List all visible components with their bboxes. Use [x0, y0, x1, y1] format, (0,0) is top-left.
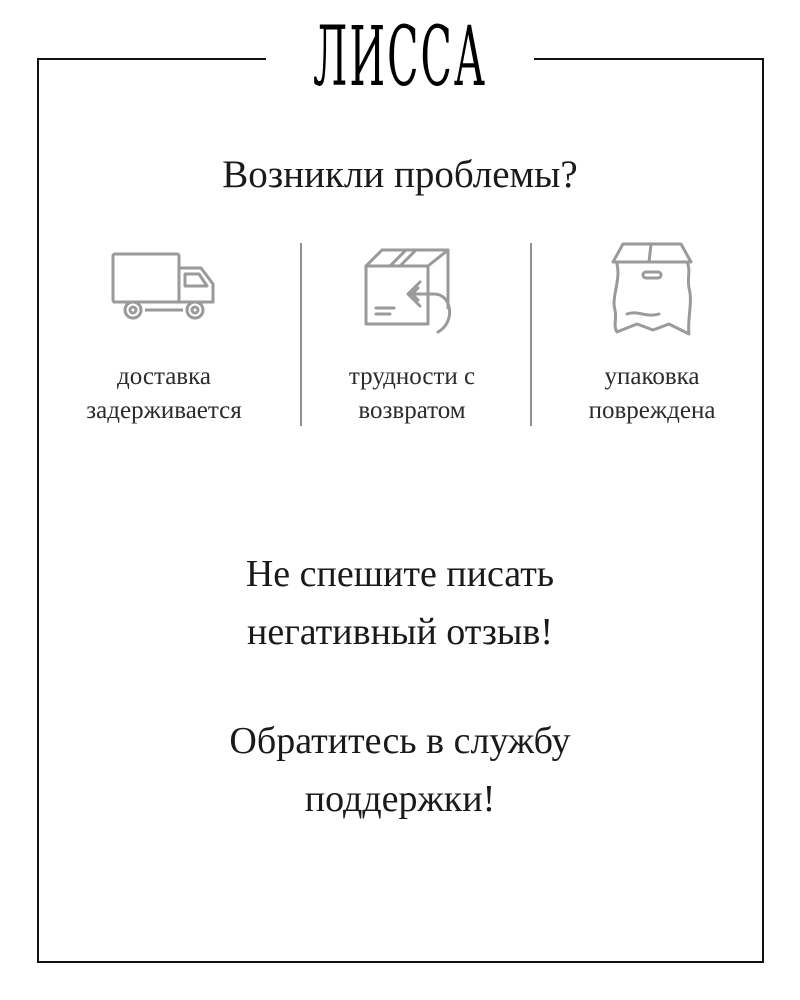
issue-label	[48, 360, 280, 428]
message-line1: Не спешите писать	[245, 553, 555, 595]
truck-icon	[109, 248, 219, 328]
issue-damaged	[536, 240, 768, 440]
damaged-package-icon	[607, 240, 697, 340]
issue-label-line2: возвратом	[358, 397, 466, 424]
divider-2	[530, 243, 532, 426]
message-no-negative-review	[0, 545, 800, 661]
issue-return	[296, 240, 528, 440]
issue-label-line1: упаковка	[604, 363, 700, 390]
box-return-icon	[360, 242, 464, 338]
issue-label-line1: доставка	[117, 363, 211, 390]
message-line2: негативный отзыв!	[247, 611, 553, 653]
issue-label-line2: задерживается	[86, 397, 242, 424]
message-line2: поддержки!	[304, 778, 496, 820]
issue-label	[296, 360, 528, 428]
issue-label	[536, 360, 768, 428]
issue-delivery	[48, 240, 280, 440]
brand-logo: ЛИССА	[313, 10, 487, 105]
message-line1: Обратитесь в службу	[229, 720, 571, 762]
message-contact-support	[0, 712, 800, 828]
issue-label-line1: трудности с	[348, 363, 476, 390]
issue-label-line2: повреждена	[588, 397, 716, 424]
headline: Возникли проблемы?	[222, 153, 578, 196]
